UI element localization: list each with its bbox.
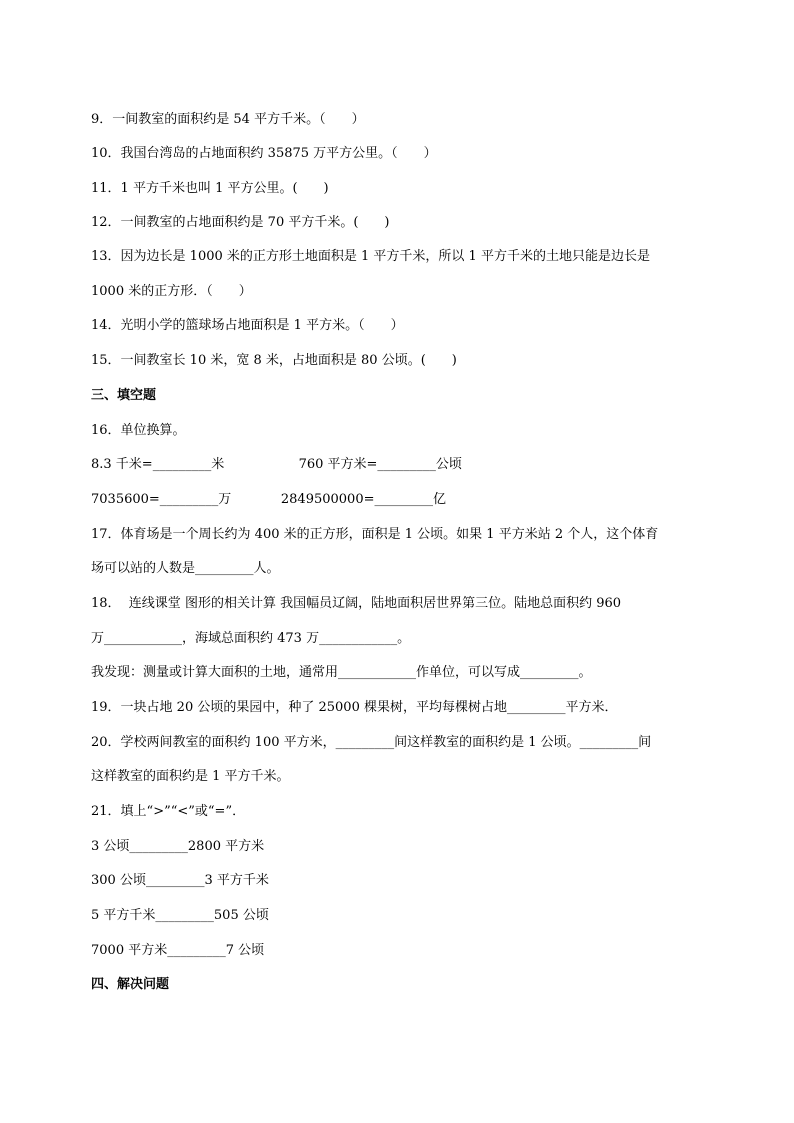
question-20-line-1: 20．学校两间教室的面积约 100 平方米，_________间这样教室的面积约是 1 公顷。_________间 <box>91 735 652 750</box>
question-13-line-2: 1000 米的正方形．（ ） <box>91 284 252 299</box>
question-13-line-1: 13．因为边长是 1000 米的正方形土地面积是 1 平方千米，所以 1 平方千米的土地只能是边长是 <box>91 249 650 264</box>
question-16-row-2: 7035600=_________万 2849500000=_________亿 <box>91 492 446 507</box>
question-10: 10．我国台湾岛的占地面积约 35875 万平方公里。（ ） <box>91 146 437 161</box>
question-9: 9．一间教室的面积约是 54 平方千米。（ ） <box>91 112 365 127</box>
question-17-line-1: 17．体育场是一个周长约为 400 米的正方形，面积是 1 公顷。如果 1 平方米站 2 个人，这个体育 <box>91 527 659 542</box>
question-21-item-2: 300 公顷_________3 平方千米 <box>91 873 269 888</box>
question-15: 15．一间教室长 10 米，宽 8 米，占地面积是 80 公顷。( ) <box>91 353 457 368</box>
question-18-line-1: 18． 连线课堂 图形的相关计算 我国幅员辽阔，陆地面积居世界第三位。陆地总面积约 960 <box>91 596 622 611</box>
question-20-line-2: 这样教室的面积约是 1 平方千米。 <box>91 769 290 784</box>
question-21-item-4: 7000 平方米_________7 公顷 <box>91 943 265 958</box>
question-17-line-2: 场可以站的人数是_________人。 <box>91 561 280 576</box>
question-21: 21．填上“>”“<”或“=”． <box>91 804 246 819</box>
question-19: 19．一块占地 20 公顷的果园中，种了 25000 棵果树，平均每棵树占地_________平方米． <box>91 700 618 715</box>
section-heading-problem-solving: 四、解决问题 <box>91 977 170 992</box>
question-18-line-3: 我发现：测量或计算大面积的土地，通常用____________作单位，可以写成_________。 <box>91 665 592 680</box>
section-heading-fill-in: 三、填空题 <box>91 388 157 403</box>
question-18-line-2: 万____________，海域总面积约 473 万____________。 <box>91 631 411 646</box>
question-16: 16．单位换算。 <box>91 423 186 438</box>
question-11: 11．1 平方千米也叫 1 平方公里。( ) <box>91 181 329 196</box>
question-21-item-1: 3 公顷_________2800 平方米 <box>91 839 265 854</box>
question-12: 12．一间教室的占地面积约是 70 平方千米。( ) <box>91 215 390 230</box>
question-21-item-3: 5 平方千米_________505 公顷 <box>91 908 269 923</box>
question-14: 14．光明小学的篮球场占地面积是 1 平方米。（ ） <box>91 318 404 333</box>
question-16-row-1: 8.3 千米=_________米 760 平方米=_________公顷 <box>91 457 462 472</box>
